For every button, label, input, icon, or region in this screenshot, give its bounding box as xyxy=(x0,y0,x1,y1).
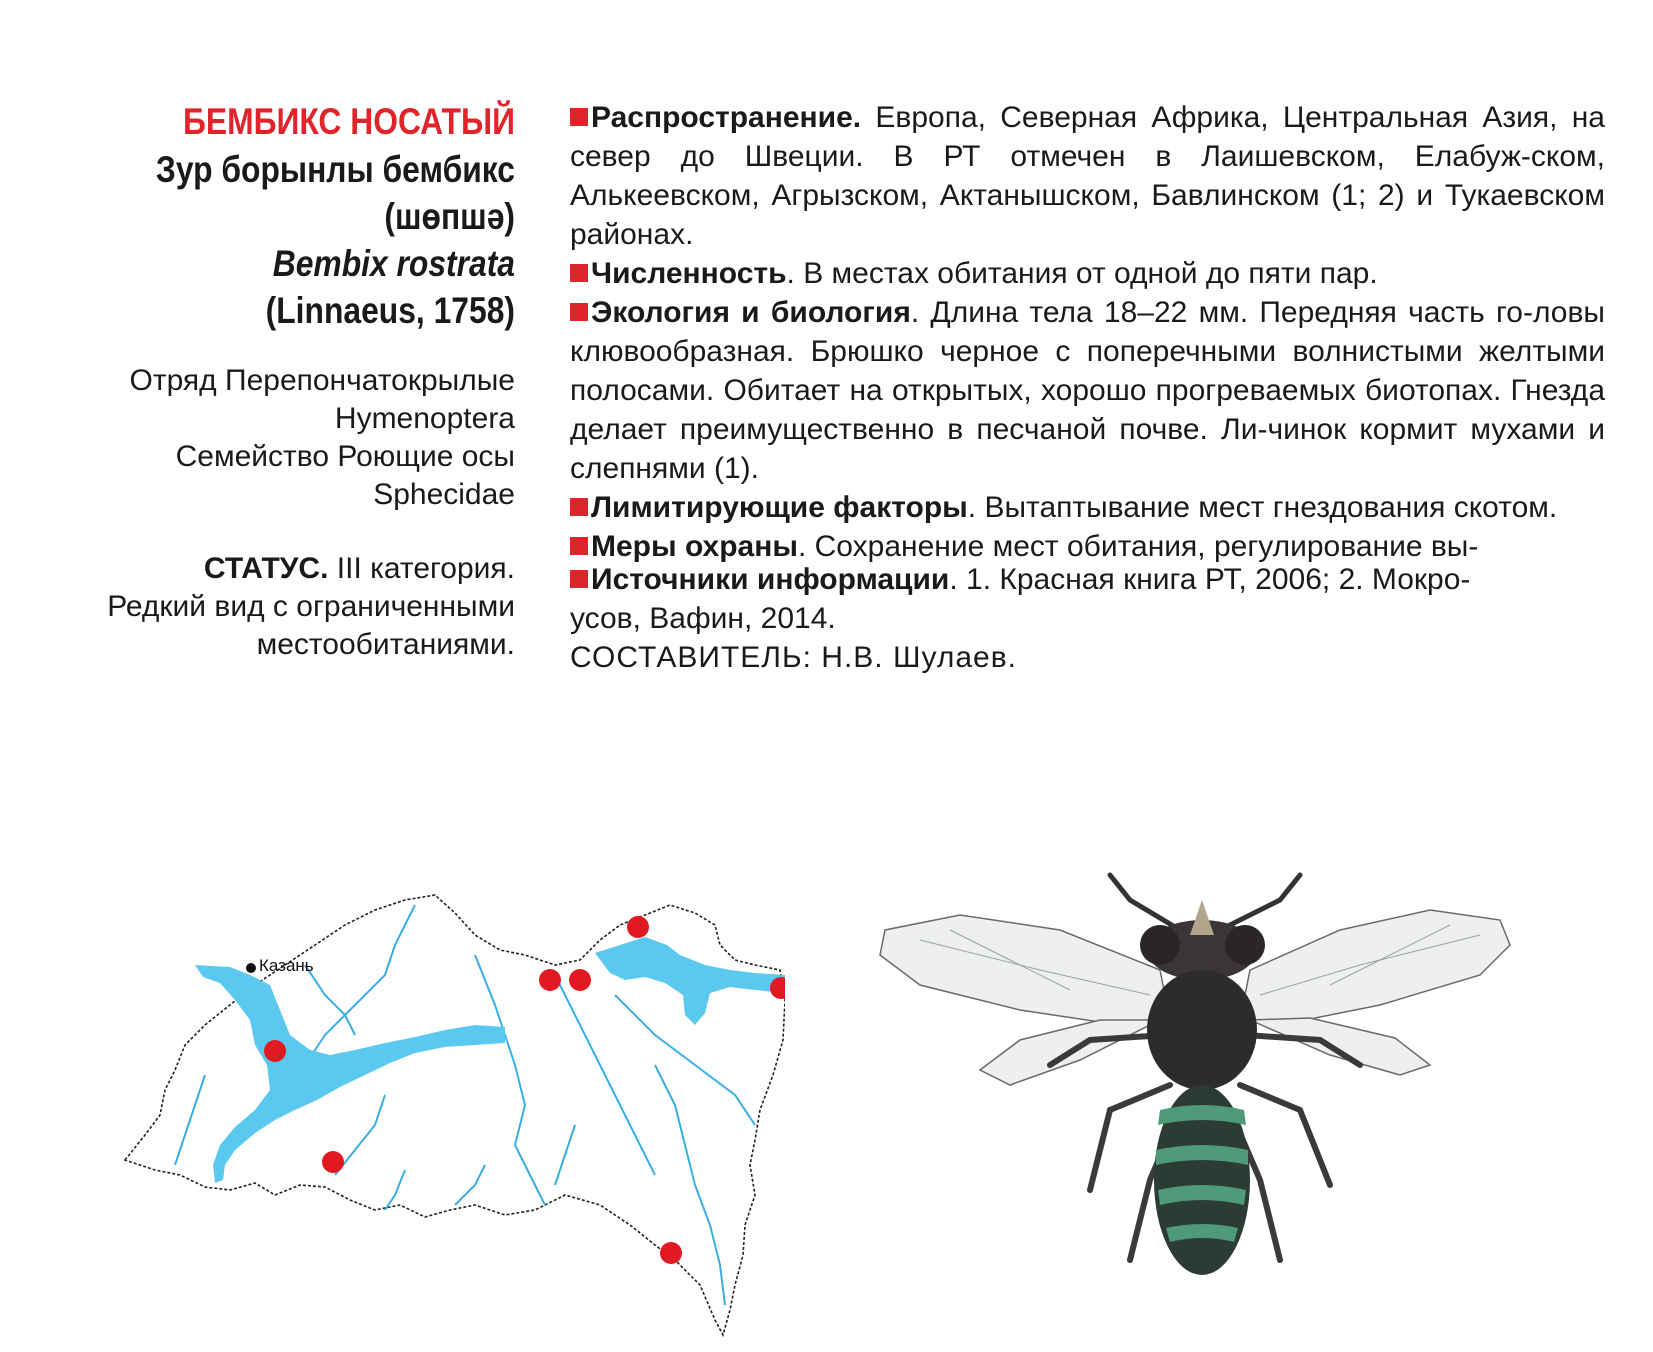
species-name-tt-line1: Зур борынлы бембикс xyxy=(155,149,515,190)
sources-heading: Источники информации xyxy=(591,563,950,596)
order-line: Отряд Перепончатокрылые xyxy=(129,364,515,397)
abundance-text: . В местах обитания от одной до пяти пар. xyxy=(786,257,1378,290)
city-marker-icon xyxy=(246,963,256,973)
bullet-square-icon xyxy=(570,537,588,555)
species-name-latin: Bembix rostrata xyxy=(272,243,515,284)
sources-line2: усов, Вафин, 2014. xyxy=(570,602,836,635)
species-name-tt-line2: (шөпшә) xyxy=(384,196,515,237)
observation-point xyxy=(660,1242,682,1264)
ecology-heading: Экология и биология xyxy=(591,296,911,329)
taxonomy-block xyxy=(40,362,515,514)
protection-heading: Меры охраны xyxy=(591,530,798,563)
status-category: III категория. xyxy=(328,552,515,585)
eye xyxy=(1140,925,1180,965)
species-name-ru: БЕМБИКС НОСАТЫЙ xyxy=(183,101,515,142)
status-line3: местообитаниями. xyxy=(256,628,515,661)
city-label: Казань xyxy=(259,956,314,975)
distribution-text: Европа, Северная Африка, Центральная Азия, на север до Швеции. В РТ отмечен в Лаишевском, Елабуж-ском, Алькеевском, Агрызском, Актанышском, Бавлинском (1; 2) и Тукаевском районах. xyxy=(570,101,1605,251)
distribution-map xyxy=(55,865,785,1345)
family-line: Семейство Роющие осы xyxy=(175,440,515,473)
bullet-square-icon xyxy=(570,264,588,282)
abundance-heading: Численность xyxy=(591,257,787,290)
species-author: (Linnaeus, 1758) xyxy=(265,290,515,331)
compiler-line: СОСТАВИТЕЛЬ: Н.В. Шулаев. xyxy=(570,641,1017,674)
distribution-heading: Распространение. xyxy=(591,101,862,134)
bullet-square-icon xyxy=(570,498,588,516)
observation-point xyxy=(322,1151,344,1173)
observation-point xyxy=(569,969,591,991)
bullet-square-icon xyxy=(570,303,588,321)
section-limiting xyxy=(570,488,1605,527)
bullet-square-icon xyxy=(570,108,588,126)
limiting-text: . Вытаптывание мест гнездования скотом. xyxy=(967,491,1558,524)
rostrum xyxy=(1190,900,1214,935)
observation-point xyxy=(264,1040,286,1062)
bullet-square-icon xyxy=(570,570,588,588)
order-latin: Hymenoptera xyxy=(334,402,515,435)
status-line2: Редкий вид с ограниченными xyxy=(107,590,515,623)
sources-text: . 1. Красная книга РТ, 2006; 2. Мокро- xyxy=(949,563,1471,596)
insect-illustration xyxy=(860,860,1560,1310)
section-sources xyxy=(570,560,1605,599)
status-block xyxy=(40,550,515,664)
species-header xyxy=(40,98,515,664)
section-ecology xyxy=(570,293,1605,488)
thorax xyxy=(1147,970,1257,1090)
wasp-icon xyxy=(860,860,1560,1310)
section-abundance xyxy=(570,254,1605,293)
observation-point xyxy=(627,916,649,938)
status-label: СТАТУС. xyxy=(203,552,329,585)
ecology-text: . Длина тела 18–22 мм. Передняя часть го-ловы клювообразная. Брюшко черное с поперечными волнистыми желтыми полосами. Обитает на открытых, хорошо прогреваемых биотопах. Гнезда делает преимущественно в песчаной почве. Ли-чинок кормит мухами и слепнями (1). xyxy=(570,296,1605,485)
protection-text: . Сохранение мест обитания, регулирование вы- xyxy=(797,530,1479,563)
species-description xyxy=(570,98,1605,677)
map-svg xyxy=(55,865,785,1345)
limiting-heading: Лимитирующие факторы xyxy=(591,491,968,524)
eye xyxy=(1225,925,1265,965)
section-distribution xyxy=(570,98,1605,254)
observation-point xyxy=(539,969,561,991)
family-latin: Sphecidae xyxy=(373,478,515,511)
